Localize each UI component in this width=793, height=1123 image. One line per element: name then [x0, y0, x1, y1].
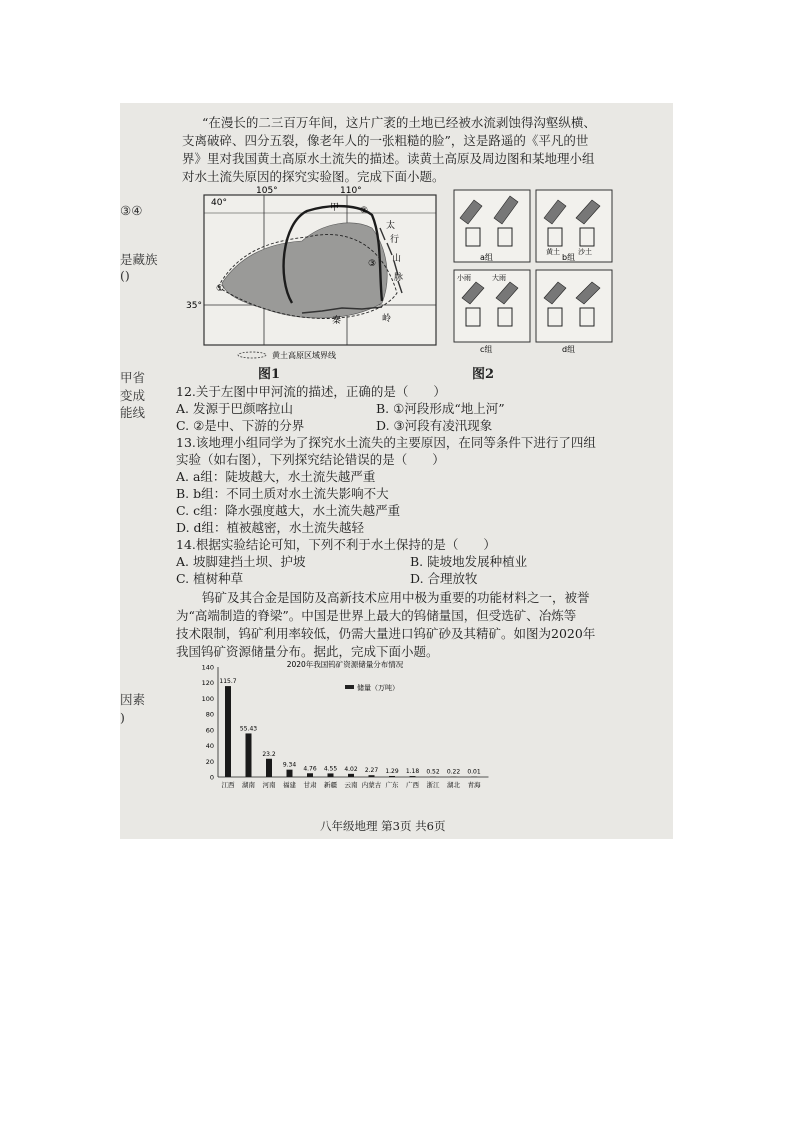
x-tick-label: 浙江 — [426, 781, 440, 789]
map-place-label: 太 — [386, 221, 396, 231]
bar-value-label: 4.02 — [344, 765, 358, 773]
x-tick-label: 湖南 — [242, 781, 255, 789]
q12-option-b[interactable]: B. ①河段形成“地上河” — [376, 401, 505, 416]
map-place-label: 行 — [390, 235, 400, 245]
intro-line: 支离破碎、四分五裂，像老年人的一张粗糙的脸”，这是路遥的《平凡的世 — [182, 133, 589, 148]
margin-fragment: () — [120, 268, 130, 283]
y-tick-label: 80 — [205, 710, 214, 719]
y-tick-label: 0 — [209, 773, 214, 782]
y-tick-label: 140 — [201, 663, 214, 672]
bar — [266, 759, 272, 777]
loess-plateau-map — [182, 183, 442, 363]
x-tick-label: 云南 — [344, 781, 358, 789]
y-tick-label: 20 — [205, 757, 214, 766]
page-footer: 八年级地理 第3页 共6页 — [320, 819, 446, 833]
margin-fragment: 能线 — [120, 405, 146, 420]
bar-value-label: 2.27 — [364, 767, 379, 775]
bar-value-label: 23.2 — [262, 750, 276, 758]
bar-value-label: 4.76 — [303, 765, 317, 773]
y-tick-label: 120 — [201, 679, 214, 688]
y-tick-label: 60 — [205, 726, 214, 735]
experiment-diagram — [452, 188, 662, 353]
figure-2-caption: 图2 — [472, 367, 495, 382]
bar-value-label: 0.22 — [446, 768, 461, 776]
group-label: b组 — [562, 253, 576, 262]
tungsten-line: 我国钨矿资源储量分布。据此，完成下面小题。 — [176, 644, 439, 659]
bar-value-label: 4.55 — [323, 765, 338, 773]
q12-option-a[interactable]: A. 发源于巴颜喀拉山 — [176, 401, 293, 416]
margin-fragment: ) — [120, 710, 125, 725]
map-legend: 黄土高原区域界线 — [272, 351, 336, 360]
q13-stem: 实验（如右图），下列探究结论错误的是（ ） — [176, 452, 445, 467]
rain-label: 大雨 — [492, 274, 506, 282]
q14-option-d[interactable]: D. 合理放牧 — [410, 571, 478, 586]
y-tick-label: 100 — [201, 694, 214, 703]
map-place-label: 脉 — [394, 273, 404, 283]
exam-page-photo — [120, 103, 673, 839]
bars — [219, 678, 480, 777]
lat-label: 35° — [186, 301, 202, 311]
bar — [328, 773, 334, 777]
x-tick-label: 青海 — [467, 781, 481, 789]
q13-option-c[interactable]: C. c组：降水强度越大，水土流失越严重 — [176, 503, 401, 518]
left-margin — [120, 103, 172, 839]
x-tick-label: 新疆 — [324, 781, 337, 789]
margin-fragment: 是藏族 — [120, 252, 158, 267]
bar-value-label: 0.52 — [426, 768, 440, 776]
bar — [246, 733, 252, 777]
lon-label: 105° — [256, 186, 278, 196]
q13-stem: 13.该地理小组同学为了探究水土流失的主要原因，在同等条件下进行了四组 — [176, 435, 596, 450]
intro-line: 界》里对我国黄土高原水土流失的描述。读黄土高原及周边图和某地理小组 — [182, 151, 595, 166]
tungsten-reserve-chart — [180, 655, 500, 805]
tungsten-line: 为“高端制造的脊梁”。中国是世界上最大的钨储量国，但受选矿、冶炼等 — [176, 608, 577, 623]
bar — [287, 770, 293, 777]
q12-option-c[interactable]: C. ②是中、下游的分界 — [176, 418, 305, 433]
margin-fragment: 因素 — [120, 692, 146, 707]
y-axis — [202, 664, 218, 782]
intro-line: 对水土流失原因的探究实验图。完成下面小题。 — [182, 169, 445, 184]
bar-value-label: 1.29 — [385, 767, 399, 775]
legend-swatch — [345, 685, 354, 689]
x-tick-label: 河南 — [262, 781, 276, 789]
bar-value-label: 1.18 — [405, 768, 420, 776]
map-place-label: 甲 — [330, 203, 340, 213]
map-place-label: 山 — [392, 254, 402, 264]
map-place-label: ① — [216, 284, 225, 294]
soil-label: 黄土 — [546, 248, 560, 256]
margin-fragment: ③④ — [120, 203, 143, 218]
x-tick-label: 内蒙古 — [361, 781, 382, 789]
q13-option-a[interactable]: A. a组：陡坡越大，水土流失越严重 — [176, 469, 376, 484]
y-tick-label: 40 — [205, 742, 214, 751]
margin-fragment: 甲省 — [120, 370, 146, 385]
bar-value-label: 115.7 — [219, 678, 237, 686]
x-axis — [218, 777, 489, 789]
bar — [225, 686, 231, 777]
q12-stem: 12.关于左图中甲河流的描述，正确的是（ ） — [176, 384, 446, 399]
map-place-label: 秦 — [332, 316, 342, 326]
soil-label: 沙土 — [578, 248, 592, 256]
intro-line: “在漫长的二三百万年间，这片广袤的土地已经被水流剥蚀得沟壑纵横、 — [202, 115, 596, 130]
q12-option-d[interactable]: D. ③河段有凌汛现象 — [376, 418, 493, 433]
q14-stem: 14.根据实验结论可知，下列不利于水土保持的是（ ） — [176, 537, 496, 552]
group-label: a组 — [480, 253, 493, 262]
x-tick-label: 广东 — [385, 781, 399, 789]
x-tick-label: 福建 — [283, 781, 296, 789]
q14-option-b[interactable]: B. 陡坡地发展种植业 — [410, 554, 528, 569]
bar — [348, 774, 354, 777]
bar-value-label: 0.01 — [467, 768, 481, 776]
q14-option-c[interactable]: C. 植树种草 — [176, 571, 244, 586]
q13-option-d[interactable]: D. d组：植被越密，水土流失越轻 — [176, 520, 365, 535]
q13-option-b[interactable]: B. b组：不同土质对水土流失影响不大 — [176, 486, 389, 501]
map-place-label: ③ — [368, 259, 377, 269]
bar-value-label: 55.43 — [239, 725, 258, 733]
chart-legend: 储量（万吨） — [357, 684, 399, 692]
tungsten-line: 钨矿及其合金是国防及高新技术应用中极为重要的功能材料之一，被誉 — [202, 590, 590, 605]
margin-fragment: 变成 — [120, 388, 146, 403]
group-label: c组 — [480, 345, 493, 353]
bar — [307, 773, 313, 777]
x-tick-label: 甘肃 — [303, 781, 317, 789]
lat-label: 40° — [211, 198, 227, 208]
lon-label: 110° — [340, 186, 362, 196]
chart-title: 2020年我国钨矿资源储量分布情况 — [286, 660, 404, 669]
map-place-label: 岭 — [382, 314, 392, 324]
bar-value-label: 9.34 — [282, 761, 297, 769]
map-place-label: ② — [360, 206, 369, 216]
x-tick-label: 湖北 — [447, 781, 460, 789]
x-tick-label: 江西 — [221, 781, 235, 789]
rain-label: 小雨 — [457, 274, 471, 282]
q14-option-a[interactable]: A. 坡脚建挡土坝、护坡 — [176, 554, 306, 569]
tungsten-line: 技术限制，钨矿利用率较低，仍需大量进口钨矿砂及其精矿。如图为2020年 — [176, 626, 596, 641]
group-label: d组 — [562, 345, 576, 353]
x-tick-label: 广西 — [406, 781, 419, 789]
figure-1-caption: 图1 — [258, 367, 281, 382]
